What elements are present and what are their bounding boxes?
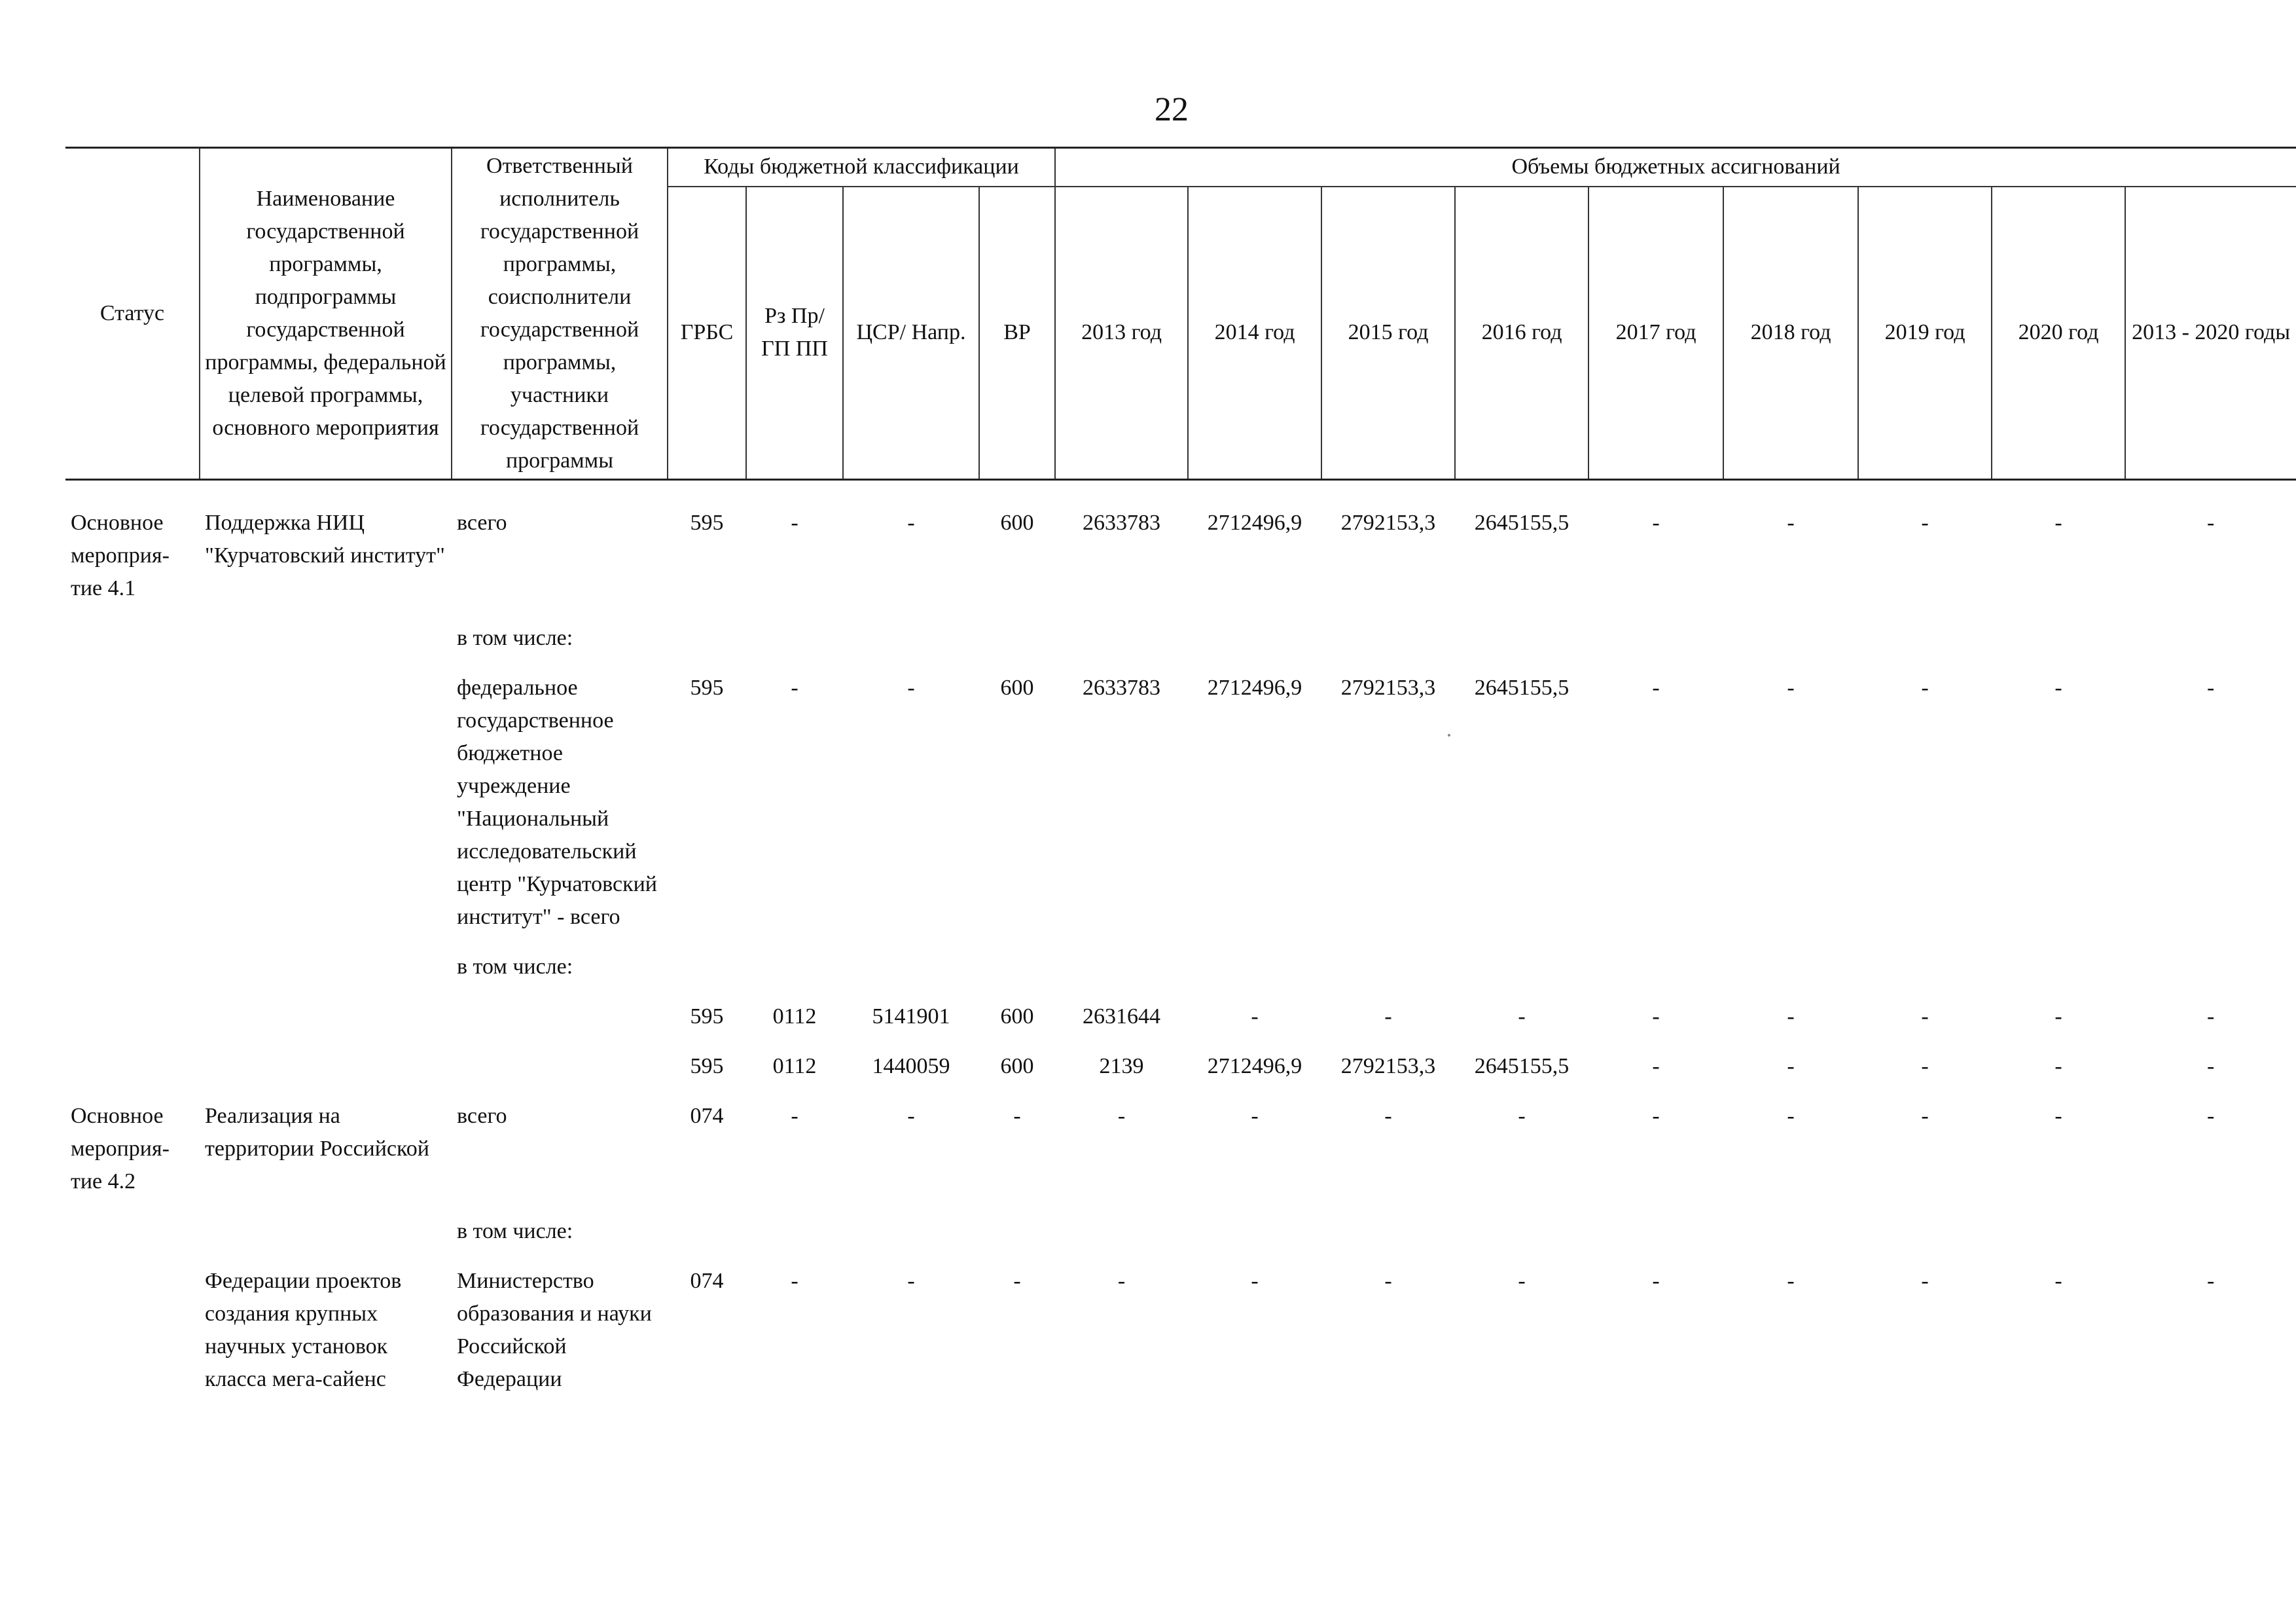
cell-value: - [1518, 1269, 1526, 1293]
cell-rz [746, 951, 843, 1000]
cell-value: - [1652, 676, 1660, 700]
cell-value [1858, 951, 1992, 1000]
cell-value [1321, 951, 1455, 1000]
scan-speck [1448, 734, 1450, 737]
cell-value [1055, 622, 1188, 672]
cell-value: - [2206, 1269, 2215, 1293]
cell-rz: 0112 [772, 1004, 817, 1029]
header-vr: ВР [979, 187, 1055, 480]
cell-responsible [452, 1000, 668, 1050]
cell-value: - [1652, 1054, 1660, 1078]
cell-value: - [1921, 511, 1929, 535]
cell-name [200, 622, 452, 672]
cell-value: 2712496,9 [1207, 676, 1302, 700]
cell-value: - [1384, 1004, 1392, 1029]
table-row [65, 507, 2296, 622]
header-year-2016: 2016 год [1455, 187, 1588, 480]
cell-csr [843, 1215, 979, 1265]
table-body [65, 480, 2296, 1413]
cell-csr: 5141901 [872, 1004, 950, 1029]
cell-responsible: федеральное государственное бюджетное учреждение "Национальный исследовательский центр "Курчатовский институт" - всего [457, 676, 657, 929]
cell-value [1455, 622, 1588, 672]
header-year-2017: 2017 год [1588, 187, 1723, 480]
cell-value: 2633783 [1083, 676, 1161, 700]
cell-value [1188, 622, 1321, 672]
cell-value [1588, 622, 1723, 672]
cell-value [1055, 1215, 1188, 1265]
cell-grbs: 595 [690, 1054, 724, 1078]
header-responsible: Ответственный исполнитель государственной программы, соисполнители государственной программы, участники государственной программы [452, 148, 668, 480]
cell-rz [746, 622, 843, 672]
cell-value [1588, 951, 1723, 1000]
cell-value: 2712496,9 [1207, 511, 1302, 535]
cell-value [2125, 622, 2296, 672]
cell-vr: 600 [1000, 511, 1034, 535]
cell-rz: - [791, 1104, 798, 1128]
cell-status [65, 1050, 200, 1100]
cell-grbs [668, 622, 746, 672]
table-header [65, 148, 2296, 480]
cell-value [1055, 951, 1188, 1000]
cell-csr: 1440059 [872, 1054, 950, 1078]
page-number: 22 [1155, 91, 1189, 128]
cell-value: 2645155,5 [1474, 511, 1570, 535]
cell-value [1588, 1215, 1723, 1265]
cell-value: - [2206, 1054, 2215, 1078]
cell-value: - [1787, 676, 1795, 700]
cell-value [1858, 1215, 1992, 1265]
header-year-2015: 2015 год [1321, 187, 1455, 480]
cell-csr: - [907, 1269, 915, 1293]
cell-value: - [1518, 1104, 1526, 1128]
cell-value: 2645155,5 [1474, 1054, 1570, 1078]
cell-csr [843, 622, 979, 672]
cell-value [1188, 1215, 1321, 1265]
cell-value: - [1787, 511, 1795, 535]
cell-value: - [2206, 676, 2215, 700]
cell-responsible: всего [457, 511, 507, 535]
cell-value [1188, 951, 1321, 1000]
cell-status: Основное мероприя-тие 4.1 [71, 511, 170, 600]
cell-vr [979, 951, 1055, 1000]
cell-value: - [1652, 1269, 1660, 1293]
table-row [65, 1050, 2296, 1100]
cell-value: - [2054, 1104, 2062, 1128]
cell-value: - [1117, 1269, 1126, 1293]
cell-value [2125, 951, 2296, 1000]
cell-value: - [2054, 1269, 2062, 1293]
cell-value [1992, 1215, 2125, 1265]
cell-status [65, 1000, 200, 1050]
cell-value: - [2054, 511, 2062, 535]
cell-name [200, 951, 452, 1000]
header-volumes-group: Объемы бюджетных ассигнований [1055, 148, 2296, 187]
cell-value: - [1787, 1269, 1795, 1293]
cell-status [65, 672, 200, 951]
cell-vr: - [1013, 1104, 1021, 1128]
cell-rz [746, 1215, 843, 1265]
table-row [65, 1265, 2296, 1413]
cell-value: 2631644 [1083, 1004, 1161, 1029]
cell-value: - [2054, 676, 2062, 700]
cell-value: - [1652, 1004, 1660, 1029]
cell-value [1455, 951, 1588, 1000]
cell-grbs: 074 [690, 1104, 724, 1128]
header-csr: ЦСР/ Напр. [843, 187, 979, 480]
table-row [65, 1100, 2296, 1215]
cell-value [1723, 1215, 1858, 1265]
cell-value: 2139 [1099, 1054, 1144, 1078]
header-year-2013: 2013 год [1055, 187, 1188, 480]
cell-value: 2792153,3 [1340, 1054, 1436, 1078]
cell-status [65, 1215, 200, 1265]
cell-rz: 0112 [772, 1054, 817, 1078]
cell-csr: - [907, 676, 915, 700]
cell-value: - [2206, 511, 2215, 535]
cell-value: - [1921, 1054, 1929, 1078]
cell-status [65, 622, 200, 672]
cell-name [200, 1000, 452, 1050]
cell-value: - [1117, 1104, 1126, 1128]
cell-grbs: 074 [690, 1269, 724, 1293]
cell-value: - [1652, 1104, 1660, 1128]
cell-csr [843, 951, 979, 1000]
cell-value: - [2206, 1004, 2215, 1029]
cell-value [1455, 1215, 1588, 1265]
cell-csr: - [907, 1104, 915, 1128]
cell-vr: 600 [1000, 1004, 1034, 1029]
header-codes-group: Коды бюджетной классификации [668, 148, 1055, 187]
cell-value [2125, 1215, 2296, 1265]
cell-value: - [2206, 1104, 2215, 1128]
cell-responsible: Министерство образования и науки Российской Федерации [457, 1269, 652, 1391]
table-row [65, 1000, 2296, 1050]
cell-value: 2712496,9 [1207, 1054, 1302, 1078]
header-year-2019: 2019 год [1858, 187, 1992, 480]
cell-value [1858, 622, 1992, 672]
table-row [65, 622, 2296, 672]
header-year-2014: 2014 год [1188, 187, 1321, 480]
cell-value [1723, 622, 1858, 672]
cell-rz: - [791, 511, 798, 535]
cell-status [65, 1265, 200, 1413]
cell-value: - [1921, 1269, 1929, 1293]
header-grbs: ГРБС [668, 187, 746, 480]
cell-value: - [1921, 1004, 1929, 1029]
cell-value: - [2054, 1054, 2062, 1078]
budget-table [65, 147, 2296, 1413]
cell-name [200, 1050, 452, 1100]
cell-name [200, 672, 452, 951]
cell-value: - [1921, 1104, 1929, 1128]
cell-responsible: в том числе: [457, 955, 573, 979]
cell-grbs: 595 [690, 676, 724, 700]
cell-grbs [668, 1215, 746, 1265]
table-row [65, 1215, 2296, 1265]
cell-vr: 600 [1000, 1054, 1034, 1078]
cell-value [1992, 622, 2125, 672]
cell-value: - [1787, 1054, 1795, 1078]
header-status: Статус [65, 148, 200, 480]
table-row [65, 951, 2296, 1000]
cell-responsible: всего [457, 1104, 507, 1128]
cell-value: - [2054, 1004, 2062, 1029]
header-year-2020: 2020 год [1992, 187, 2125, 480]
cell-value: - [1251, 1004, 1259, 1029]
cell-value [1992, 951, 2125, 1000]
cell-vr: - [1013, 1269, 1021, 1293]
cell-rz: - [791, 1269, 798, 1293]
cell-grbs: 595 [690, 511, 724, 535]
cell-value: - [1518, 1004, 1526, 1029]
cell-value: - [1787, 1104, 1795, 1128]
cell-name: Поддержка НИЦ "Курчатовский институт" [205, 511, 445, 568]
cell-value: 2792153,3 [1340, 511, 1436, 535]
cell-responsible [452, 1050, 668, 1100]
header-total: 2013 - 2020 годы [2125, 187, 2296, 480]
cell-status: Основное мероприя-тие 4.2 [71, 1104, 170, 1194]
cell-responsible: в том числе: [457, 1219, 573, 1243]
cell-value [1321, 622, 1455, 672]
cell-vr [979, 622, 1055, 672]
cell-value: - [1251, 1269, 1259, 1293]
cell-value: - [1384, 1104, 1392, 1128]
cell-value: 2633783 [1083, 511, 1161, 535]
cell-value: 2792153,3 [1340, 676, 1436, 700]
cell-status [65, 951, 200, 1000]
cell-responsible: в том числе: [457, 626, 573, 650]
cell-value: - [1384, 1269, 1392, 1293]
cell-name: Реализация на территории Российской [205, 1104, 430, 1161]
cell-value: - [1921, 676, 1929, 700]
header-year-2018: 2018 год [1723, 187, 1858, 480]
cell-name: Федерации проектов создания крупных научных установок класса мега-сайенс [205, 1269, 402, 1391]
table-row [65, 672, 2296, 951]
cell-csr: - [907, 511, 915, 535]
cell-value: 2645155,5 [1474, 676, 1570, 700]
cell-value: - [1251, 1104, 1259, 1128]
cell-vr [979, 1215, 1055, 1265]
cell-grbs [668, 951, 746, 1000]
cell-grbs: 595 [690, 1004, 724, 1029]
cell-name [200, 1215, 452, 1265]
cell-value: - [1787, 1004, 1795, 1029]
cell-value [1321, 1215, 1455, 1265]
cell-vr: 600 [1000, 676, 1034, 700]
cell-rz: - [791, 676, 798, 700]
cell-value: - [1652, 511, 1660, 535]
header-name: Наименование государственной программы, подпрограммы государственной программы, федеральной целевой программы, основного мероприятия [200, 148, 452, 480]
cell-value [1723, 951, 1858, 1000]
header-rz: Рз Пр/ ГП ПП [746, 187, 843, 480]
